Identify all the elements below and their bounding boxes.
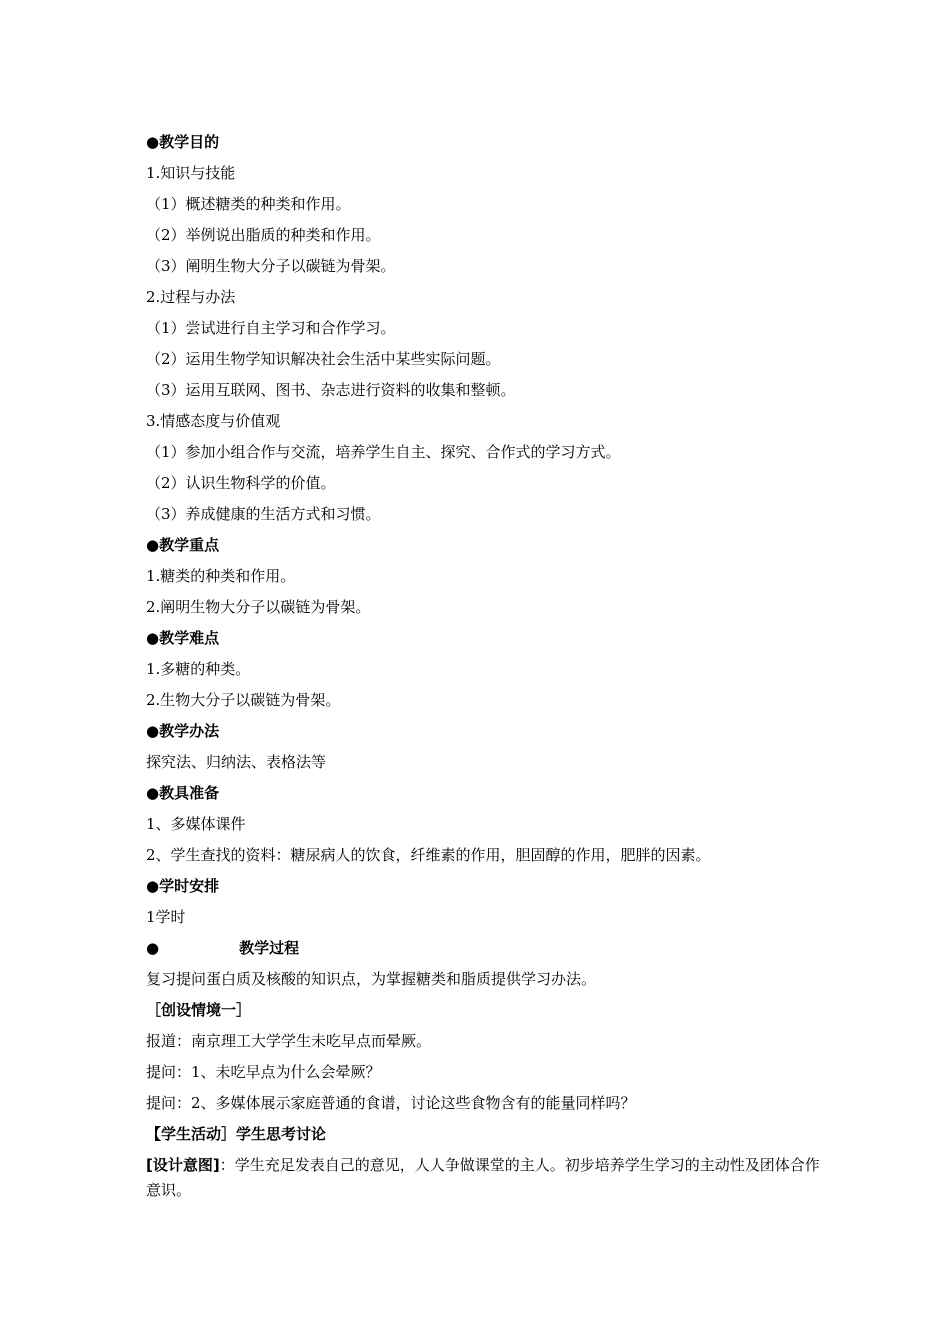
difficulties-line: 2.生物大分子以碳链为骨架。 xyxy=(146,691,341,709)
student-activity: 【学生活动］学生思考讨论 xyxy=(146,1125,327,1143)
materials-line: 1、多媒体课件 xyxy=(146,815,246,833)
objectives-heading: ●教学目的 xyxy=(146,133,220,151)
objectives-line: 2.过程与办法 xyxy=(146,288,236,306)
materials-line: 2、学生查找的资料：糖尿病人的饮食，纤维素的作用，胆固醇的作用，肥胖的因素。 xyxy=(146,846,711,864)
objectives-line: （2）举例说出脂质的种类和作用。 xyxy=(146,226,381,244)
key-points-line: 2.阐明生物大分子以碳链为骨架。 xyxy=(146,598,371,616)
objectives-line: （1）概述糖类的种类和作用。 xyxy=(146,195,351,213)
objectives-line: （3）运用互联网、图书、杂志进行资料的收集和整顿。 xyxy=(146,381,516,399)
objectives-line: （1）参加小组合作与交流，培养学生自主、探究、合作式的学习方式。 xyxy=(146,443,621,461)
methods-line: 探究法、归纳法、表格法等 xyxy=(146,753,327,771)
design-intent-label: [设计意图] xyxy=(146,1156,220,1174)
objectives-line: （3）养成健康的生活方式和习惯。 xyxy=(146,505,381,523)
process-bullet: ● xyxy=(146,939,160,957)
difficulties-heading: ●教学难点 xyxy=(146,629,220,647)
scene-line: 提问：2、多媒体展示家庭普通的食谱，讨论这些食物含有的能量同样吗？ xyxy=(146,1094,636,1112)
process-line: 复习提问蛋白质及核酸的知识点，为掌握糖类和脂质提供学习办法。 xyxy=(146,970,597,988)
objectives-line: （3）阐明生物大分子以碳链为骨架。 xyxy=(146,257,396,275)
scene-heading: ［创设情境一］ xyxy=(146,1001,252,1019)
scene-line: 提问：1、未吃早点为什么会晕厥？ xyxy=(146,1063,381,1081)
objectives-line: 3.情感态度与价值观 xyxy=(146,412,281,430)
schedule-heading: ●学时安排 xyxy=(146,877,220,895)
process-heading: 教学过程 xyxy=(239,939,300,957)
materials-heading: ●教具准备 xyxy=(146,784,220,802)
objectives-line: （2）认识生物科学的价值。 xyxy=(146,474,336,492)
design-intent-text: ：学生充足发表自己的意见，人人争做课堂的主人。初步培养学生学习的主动性及团体合作意识。 xyxy=(146,1156,820,1199)
design-intent-paragraph xyxy=(146,1153,826,1203)
objectives-line: （2）运用生物学知识解决社会生活中某些实际问题。 xyxy=(146,350,501,368)
methods-heading: ●教学办法 xyxy=(146,722,220,740)
objectives-line: （1）尝试进行自主学习和合作学习。 xyxy=(146,319,396,337)
key-points-line: 1.糖类的种类和作用。 xyxy=(146,567,296,585)
key-points-heading: ●教学重点 xyxy=(146,536,220,554)
scene-line: 报道：南京理工大学学生未吃早点而晕厥。 xyxy=(146,1032,432,1050)
difficulties-line: 1.多糖的种类。 xyxy=(146,660,251,678)
schedule-line: 1学时 xyxy=(146,908,186,926)
process-heading-row xyxy=(146,933,826,964)
lesson-plan-page xyxy=(146,127,826,1203)
objectives-line: 1.知识与技能 xyxy=(146,164,236,182)
